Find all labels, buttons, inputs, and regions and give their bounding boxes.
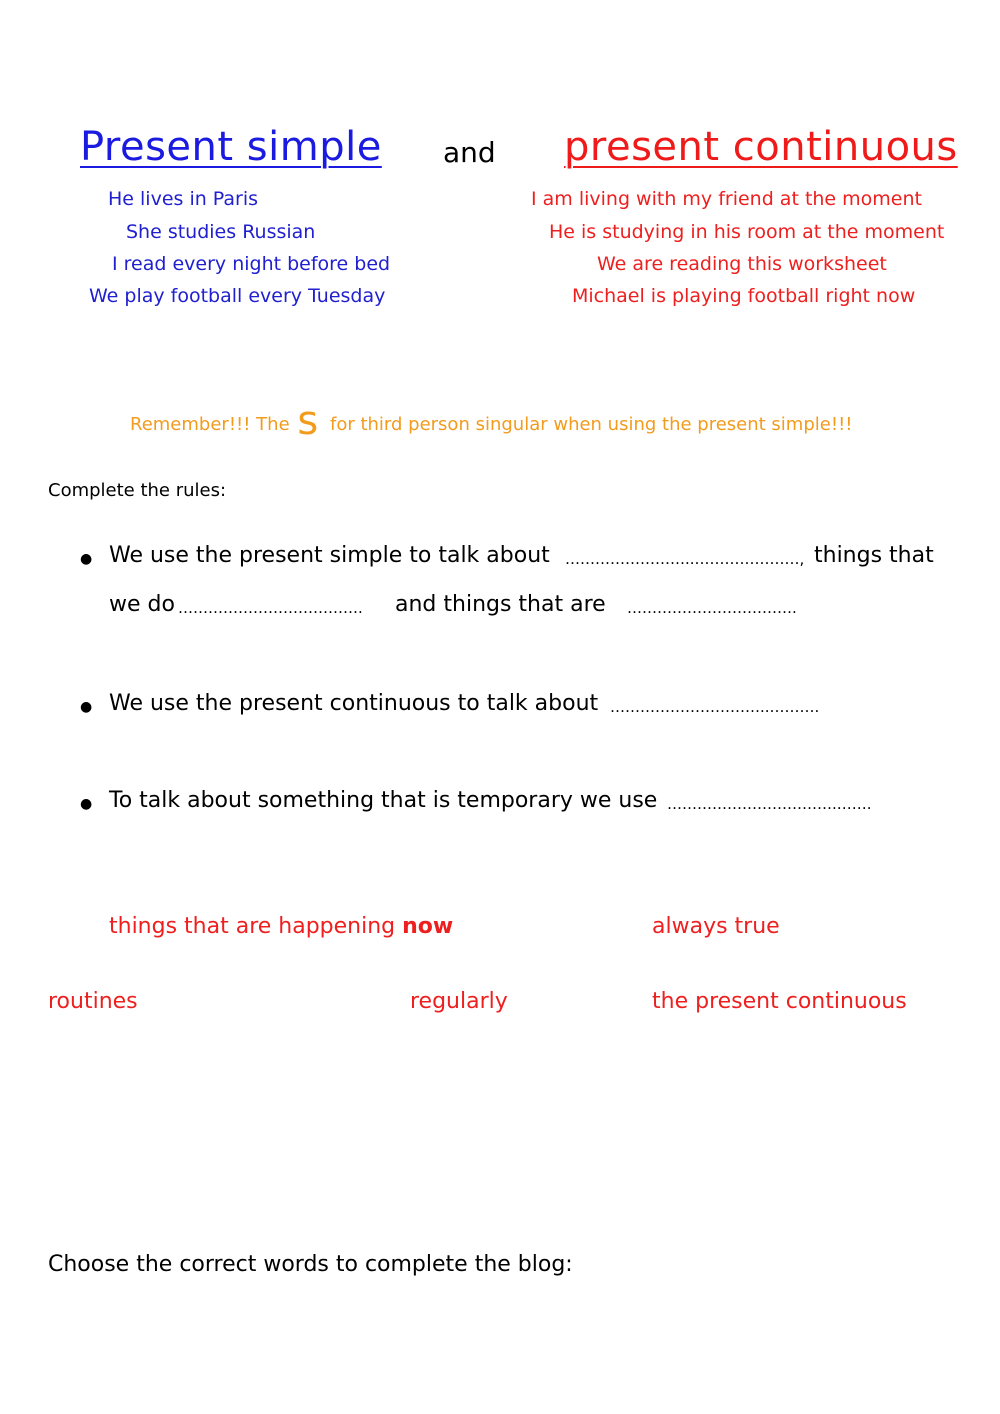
present-continuous-example: We are reading this worksheet <box>597 253 887 275</box>
rule-1-and: and things that are <box>395 592 606 617</box>
rule-1-line-2: we do <box>109 592 175 617</box>
blog-instruction: Choose the correct words to complete the blog: <box>48 1252 573 1277</box>
answer-option[interactable]: always true <box>652 914 780 939</box>
title-present-simple: Present simple <box>80 124 382 170</box>
title-present-continuous: present continuous <box>564 124 958 170</box>
answer-option[interactable]: regularly <box>410 989 508 1014</box>
rule-1-text-end: things that <box>814 543 934 568</box>
rule-2-blank[interactable]: …………………………..………. <box>610 698 820 716</box>
present-simple-example: He lives in Paris <box>108 188 259 210</box>
remember-text-before: Remember!!! The <box>130 414 290 435</box>
present-simple-example: We play football every Tuesday <box>89 285 386 307</box>
rule-1-blank-1[interactable]: ……………………..…………………, <box>565 550 805 568</box>
answer-option-bold: now <box>402 914 454 939</box>
bullet-icon: ● <box>80 796 93 812</box>
rule-3-text: To talk about something that is temporary we use <box>109 788 658 813</box>
rule-3-blank[interactable]: …………………………….……. <box>667 795 872 813</box>
rule-1-blank-2[interactable]: ………………………………. <box>178 599 363 617</box>
present-continuous-example: Michael is playing football right now <box>572 285 916 307</box>
answer-option[interactable] <box>109 914 453 939</box>
rule-2-text: We use the present continuous to talk about <box>109 691 599 716</box>
remember-text-after: for third person singular when using the present simple!!! <box>329 414 853 435</box>
present-continuous-example: He is studying in his room at the moment <box>549 221 945 243</box>
present-continuous-example: I am living with my friend at the moment <box>531 188 922 210</box>
answer-option[interactable]: routines <box>48 989 138 1014</box>
remember-note <box>130 398 853 444</box>
present-simple-example: I read every night before bed <box>112 253 391 275</box>
answer-option-text: things that are happening <box>109 914 396 939</box>
complete-rules-heading: Complete the rules: <box>48 480 227 501</box>
bullet-icon: ● <box>80 551 93 567</box>
remember-big-s: s <box>297 398 319 444</box>
answer-option[interactable]: the present continuous <box>652 989 907 1014</box>
rule-1-text: We use the present simple to talk about <box>109 543 550 568</box>
title-connector: and <box>443 136 496 169</box>
present-simple-example: She studies Russian <box>126 221 316 243</box>
bullet-icon: ● <box>80 699 93 715</box>
rule-1-blank-3[interactable]: ……………………………. <box>627 599 797 617</box>
